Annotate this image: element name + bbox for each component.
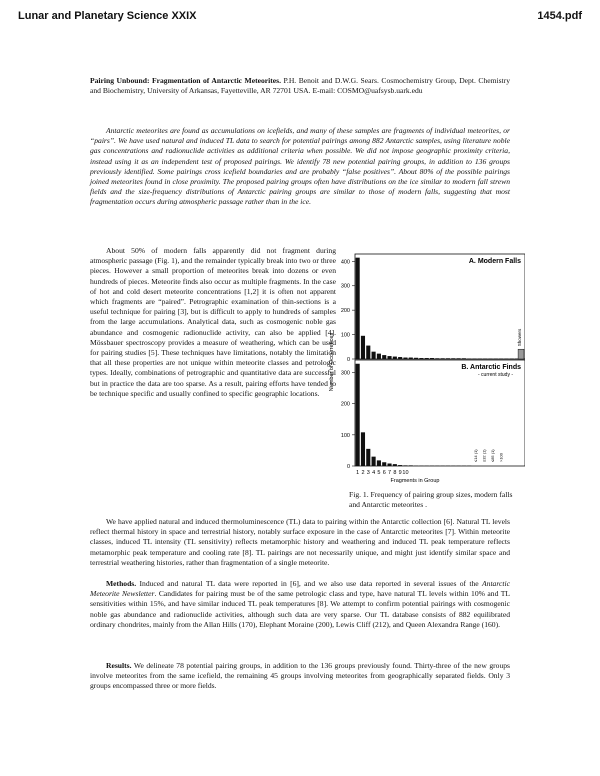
- bar-0-19: [451, 358, 455, 359]
- x-tick-label-4: 4: [372, 470, 376, 476]
- paper-title: Pairing Unbound: Fragmentation of Antarctic Meteorites.: [90, 76, 282, 85]
- y-tick-label-1: 100: [340, 432, 350, 439]
- y-tick-label-0: 300: [340, 283, 350, 290]
- bar-1-1: [356, 364, 360, 466]
- body-paragraph-1: About 50% of modern falls apparently did not fragment during atmospheric passage (Fig. 1), and the remainder typically break into two or three pieces. However a small proportion of meteorites break into dozens or even hundreds of pieces. Meteorite finds also occur as multiple fragments. In the case of hot and cold desert meteorite concentrations [1,2] it is often not apparent which fragments are “paired”. Petrographic examination of thin-sections is a useful technique for pairing [3], but is difficult to apply to hundreds of samples from the large accumulations. Analytical data, such as cosmogenic noble gas abundance and cosmogenic radionuclide activity, can also be applied [4]. Mössbauer spectroscopy provides a measure of weathering, which can be used for pairing studies [5]. These techniques have limitations, notably the limitation that all these properties are not unique within meteorite classes and petrologic types. Ideally, combinations of petrographic and quantitative data are successful but in practice the data are too sparse. As a result, pairing efforts have tended to be technique specific and usually confined to specific geographic locations.: [90, 246, 336, 398]
- bar-0-21: [462, 358, 466, 359]
- showers-label: Showers: [517, 328, 523, 347]
- bar-1-10: [403, 465, 407, 466]
- panel-title-1: B. Antarctic Finds: [461, 364, 521, 371]
- bar-1-4: [372, 457, 376, 466]
- bar-1-6: [382, 462, 386, 466]
- bar-0-2: [361, 336, 365, 359]
- bar-0-6: [382, 355, 386, 359]
- bar-0-20: [457, 358, 461, 359]
- bar-0-9: [398, 357, 402, 359]
- figure-caption: Fig. 1. Frequency of pairing group sizes, modern falls and Antarctic meteorites .: [349, 490, 513, 509]
- x-tick-label-10: 10: [402, 470, 409, 476]
- bar-0-16: [435, 358, 439, 359]
- panel-frame-0: [355, 254, 525, 359]
- abstract: Antarctic meteorites are found as accumulations on icefields, and many of these samples are fragments of individual meteorites, or “pairs”. We have used natural and induced TL data to search for potential pairings among 882 Antarctic samples, using literature noble gas concentrations and radionuclide activities as additional criteria when possible. We did not impose geographic proximity criteria, instead using it as an independent test of proposed pairings. We identify 78 new potential pairing groups, in addition to 136 groups previously identified. Some pairings cross icefield boundaries and are probably “false positives”. About 80% of the possible pairings joined meteorites found in close proximity. The proposed pairing groups often have distributions on the ice similar to modern fall strewn fields and the size-frequency distributions of Antarctic pairing groups are similar to those of modern falls, suggesting that most fragmentation occurs during atmospheric passage rather than in the ice.: [90, 126, 510, 207]
- y-tick-label-1: 200: [340, 401, 350, 408]
- group-size-label: ≤85 (1): [490, 449, 496, 462]
- y-tick-label-0: 400: [340, 259, 350, 266]
- x-axis-label: Fragments in Group: [390, 478, 440, 484]
- body-paragraph-2: We have applied natural and induced thermoluminescence (TL) data to pairing within the Antarctic collection [6]. Natural TL levels reflect thermal history in space and terrestrial history, notably surface exposure in the case of Antarctic meteorites [7]. Within meteorite classes, induced TL intensity (TL sensitivity) reflects metamorphic history and weathering and induced TL peak temperature reflects metamorphic peak temperature and cooling rate [8]. TL pairings are not necessarily unique, and might just identify similar space and terrestrial weathering histories, rather than fragmentation of a single meteorite.: [90, 517, 510, 567]
- bar-1-2: [361, 432, 365, 466]
- bar-0-17: [441, 358, 445, 359]
- journal-header: Lunar and Planetary Science XXIX: [18, 10, 197, 22]
- x-tick-label-3: 3: [366, 470, 370, 476]
- y-tick-label-0: 200: [340, 308, 350, 315]
- y-tick-label-1: 0: [346, 464, 350, 470]
- bar-1-11: [409, 465, 413, 466]
- x-tick-label-5: 5: [377, 470, 381, 476]
- x-tick-label-2: 2: [361, 470, 365, 476]
- methods-text-a: Induced and natural TL data were reported in [6], and we also use data reported in several issues of the: [136, 579, 483, 588]
- bar-0-5: [377, 354, 381, 359]
- methods-heading: Methods.: [106, 579, 137, 588]
- bar-0-4: [372, 352, 376, 359]
- title-block: [90, 76, 510, 96]
- x-tick-label-7: 7: [388, 470, 392, 476]
- file-name-header: 1454.pdf: [537, 10, 582, 22]
- bar-0-14: [425, 358, 429, 359]
- group-size-label: ≤14 (1): [473, 449, 479, 462]
- bar-0-7: [387, 356, 391, 359]
- bar-0-12: [414, 358, 418, 359]
- bar-showers: [518, 349, 524, 359]
- x-tick-label-6: 6: [382, 470, 386, 476]
- bar-0-18: [446, 358, 450, 359]
- y-axis-label: Number of Occurrences: [329, 332, 335, 392]
- bar-1-8: [393, 464, 397, 466]
- methods-text-b: . Candidates for pairing must be of the same petrologic class and type, have natural TL levels within 10% and TL sensitivities within 15%, and have similar induced TL peak temperatures [8]. We attempt to confirm potential pairings with cosmogenic noble gas abundance and radionuclide activities, although such data are very sparse. Our TL database consists of 882 equilibrated ordinary chondrites, mainly from the Allan Hills (170), Elephant Moraine (200), Lewis Cliff (212), and Queen Alexandra Range (160).: [90, 589, 510, 629]
- panel-subtitle-1: - current study -: [477, 372, 513, 378]
- bar-0-10: [403, 358, 407, 359]
- bar-0-1: [356, 258, 360, 359]
- y-tick-label-0: 0: [346, 357, 350, 363]
- bar-1-7: [387, 464, 391, 466]
- newsletter-title: Antarctic Meteorite Newsletter: [90, 579, 510, 599]
- author-affiliation: P.H. Benoit and D.W.G. Sears. Cosmochemistry Group, Dept. Chemistry and Biochemistry, University of Arkansas, Fayetteville, AR 72701 USA. E-mail: COSMO@uafsysb.uark.edu: [90, 76, 510, 96]
- bar-1-3: [366, 449, 370, 466]
- x-tick-label-8: 8: [393, 470, 397, 476]
- results-heading: Results.: [106, 661, 132, 670]
- x-tick-label-1: 1: [356, 470, 360, 476]
- y-tick-label-1: 300: [340, 370, 350, 377]
- bar-0-13: [419, 358, 423, 359]
- body-paragraph-3: [90, 579, 510, 630]
- bar-0-8: [393, 357, 397, 359]
- x-tick-label-9: 9: [398, 470, 402, 476]
- bar-1-5: [377, 460, 381, 466]
- results-text: We delineate 78 potential pairing groups, in addition to the 136 groups previously found. Thirty-three of the new groups involve meteorites from the same icefield, the remaining 45 groups involving meteorites from geographically separated fields. Only 3 groups encompassed three or more fields.: [90, 661, 510, 691]
- y-tick-label-0: 100: [340, 332, 350, 339]
- bar-0-3: [366, 346, 370, 359]
- body-paragraph-4: [90, 661, 510, 692]
- panel-title-0: A. Modern Falls: [468, 258, 521, 265]
- group-size-label: >100: [498, 452, 504, 462]
- bar-0-15: [430, 358, 434, 359]
- figure-1-chart: [325, 250, 525, 490]
- bar-1-9: [398, 465, 402, 466]
- group-size-label: ≤32 (1): [481, 449, 487, 462]
- bar-0-11: [409, 358, 413, 359]
